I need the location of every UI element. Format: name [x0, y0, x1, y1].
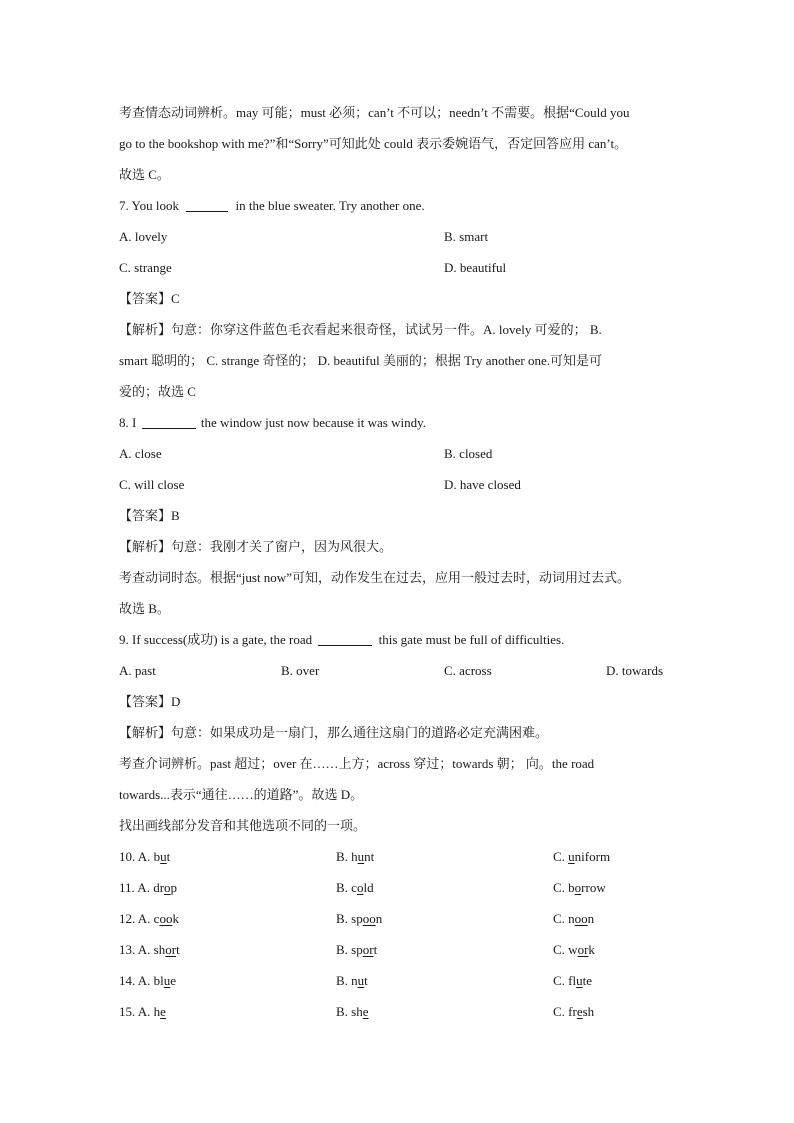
option-a: A. close — [119, 446, 162, 461]
question-8-stem: 8. I the window just now because it was windy. — [119, 415, 427, 430]
answer-blank — [142, 414, 196, 429]
analysis-line: 考查动词时态。根据“just now”可知，动作发生在过去，应用一般过去时，动词用过去式。 — [119, 570, 630, 585]
analysis-line: 【解析】句意：我刚才关了窗户，因为风很大。 — [119, 539, 393, 554]
analysis-line: 【解析】句意：你穿这件蓝色毛衣看起来很奇怪，试试另一件。A. lovely 可爱的； B. — [119, 322, 602, 337]
analysis-line: towards...表示“通往……的道路”。故选 D。 — [119, 787, 364, 802]
option-a: 12. A. cook — [119, 911, 179, 926]
option-c: C. will close — [119, 477, 185, 492]
option-b: B. closed — [444, 446, 493, 461]
option-a: 11. A. drop — [119, 880, 178, 895]
option-c: C. across — [444, 663, 492, 678]
analysis-line: 考查介词辨析。past 超过；over 在……上方；across 穿过；towards 朝； 向。the road — [119, 756, 595, 771]
analysis-line: smart 聪明的； C. strange 奇怪的； D. beautiful 美丽的；根据 Try another one.可知是可 — [119, 353, 602, 368]
option-b: B. smart — [444, 229, 489, 244]
option-d: D. have closed — [444, 477, 521, 492]
phonics-row — [119, 936, 675, 967]
answer-label: 【答案】D — [119, 694, 181, 709]
answer-label: 【答案】C — [119, 291, 180, 306]
intro-line: 考查情态动词辨析。may 可能；must 必须；can’t 不可以；needn’t 不需要。根据“Could you — [119, 105, 630, 120]
phonics-row — [119, 843, 675, 874]
option-c: C. strange — [119, 260, 172, 275]
answer-label: 【答案】B — [119, 508, 180, 523]
analysis-line: 【解析】句意：如果成功是一扇门，那么通往这扇门的道路必定充满困难。 — [119, 725, 549, 740]
phonics-row — [119, 998, 675, 1029]
option-c: C. work — [553, 942, 595, 957]
analysis-line: 故选 B。 — [119, 601, 170, 616]
option-a: 10. A. but — [119, 849, 171, 864]
option-a: 15. A. he — [119, 1004, 166, 1019]
option-d: D. beautiful — [444, 260, 507, 275]
option-b: B. nut — [336, 973, 368, 988]
option-b: B. over — [281, 663, 320, 678]
option-c: C. uniform — [553, 849, 611, 864]
question-7-options-row — [119, 223, 675, 254]
option-b: B. hunt — [336, 849, 375, 864]
intro-line: 故选 C。 — [119, 167, 170, 182]
answer-blank — [318, 631, 372, 646]
phonics-row — [119, 905, 675, 936]
option-a: 14. A. blue — [119, 973, 177, 988]
option-a: A. lovely — [119, 229, 168, 244]
answer-blank — [186, 197, 228, 212]
option-a: 13. A. short — [119, 942, 180, 957]
question-8-options-row — [119, 440, 675, 471]
phonics-row — [119, 967, 675, 998]
option-c: C. fresh — [553, 1004, 595, 1019]
phonics-row — [119, 874, 675, 905]
option-b: B. sport — [336, 942, 378, 957]
option-c: C. flute — [553, 973, 593, 988]
option-a: A. past — [119, 663, 156, 678]
analysis-line: 爱的；故选 C — [119, 384, 196, 399]
question-9-stem: 9. If success(成功) is a gate, the road this gate must be full of difficulties. — [119, 632, 565, 647]
question-9-options-row — [119, 657, 675, 688]
question-8-options-row — [119, 471, 675, 502]
option-d: D. towards — [606, 663, 664, 678]
intro-line: go to the bookshop with me?”和“Sorry”可知此处 could 表示委婉语气，否定回答应用 can’t。 — [119, 136, 628, 151]
option-c: C. borrow — [553, 880, 606, 895]
option-c: C. noon — [553, 911, 595, 926]
option-b: B. cold — [336, 880, 374, 895]
option-b: B. spoon — [336, 911, 383, 926]
option-b: B. she — [336, 1004, 369, 1019]
phonics-list — [119, 843, 675, 1029]
section-title: 找出画线部分发音和其他选项不同的一项。 — [119, 818, 367, 833]
document-page — [119, 99, 675, 1029]
question-7-options-row — [119, 254, 675, 285]
question-7-stem: 7. You look in the blue sweater. Try another one. — [119, 198, 425, 213]
